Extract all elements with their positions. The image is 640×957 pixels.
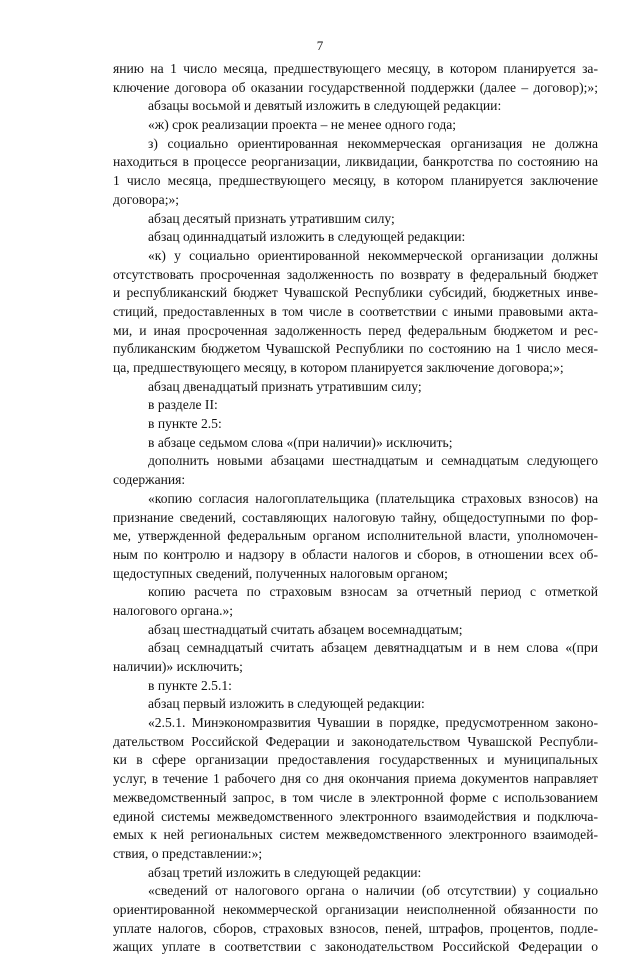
text-line: налогового органа.»; (113, 602, 234, 618)
text-line: отсутствовать просроченная задолженность по возврату в федеральный бюджет (113, 266, 598, 282)
text-line: в пункте 2.5: (148, 416, 222, 432)
text-line: «ж) срок реализации проекта – не менее одного года; (148, 117, 457, 133)
text-line: абзац третий изложить в следующей редакции: (148, 864, 422, 880)
text-line: «сведений от налогового органа о наличии (об отсутствии) у социально (148, 883, 598, 899)
text-line: в абзаце седьмом слова «(при наличии)» исключить; (148, 434, 453, 450)
text-line: и республиканский бюджет Чувашской Республики субсидий, бюджетных инве- (113, 285, 598, 301)
text-line: находиться в процессе реорганизации, ликвидации, банкротства по состоянию на (113, 154, 598, 170)
text-line: ки в сфере организации предоставления государственных и муниципальных (113, 752, 598, 768)
page-number: 7 (316, 38, 324, 53)
document-body (113, 60, 598, 957)
text-line: в разделе II: (148, 397, 218, 413)
text-line: копию расчета по страховым взносам за отчетный период с отметкой (148, 584, 598, 600)
text-line: стиций, предоставленных в том числе в соответствии с иными правовыми акта- (113, 303, 598, 319)
text-line: публиканским бюджетом Чувашской Республики по состоянию на 1 число меся- (113, 341, 598, 357)
text-line: абзац десятый признать утратившим силу; (148, 210, 395, 226)
text-line: услуг, в течение 1 рабочего дня со дня окончания приема документов направляет (113, 771, 598, 787)
text-line: абзац первый изложить в следующей редакции: (148, 696, 425, 712)
text-line: «к) у социально ориентированной некоммерческой организации должны (148, 247, 598, 263)
text-line: абзацы восьмой и девятый изложить в следующей редакции: (148, 98, 502, 114)
text-line: признание сведений, составляющих налоговую тайну, общедоступными по фор- (113, 509, 598, 525)
text-line: ным по контролю и надзору в области налогов и сборов, в отношении всех об- (113, 546, 598, 562)
text-line: абзац шестнадцатый считать абзацем восемнадцатым; (148, 621, 463, 637)
text-line: ствия, о представлении:»; (113, 845, 263, 861)
text-line: жащих уплате в соответствии с законодательством Российской Федерации о (113, 939, 598, 955)
text-line: 1 число месяца, предшествующего месяцу, в котором планируется заключение (113, 173, 598, 189)
text-line: янию на 1 число месяца, предшествующего месяцу, в котором планируется за- (113, 61, 598, 76)
text-line: дательством Российской Федерации и законодательством Чувашской Республи- (113, 733, 598, 749)
text-line: межведомственный запрос, в том числе в электронной форме с использованием (113, 789, 598, 805)
text-line: ми, и иная просроченная задолженность перед федеральным бюджетом и рес- (113, 322, 598, 338)
text-line: содержания: (113, 472, 186, 488)
text-line: ме, утвержденной федеральным органом исполнительной власти, уполномочен- (113, 528, 598, 544)
text-line: абзац одиннадцатый изложить в следующей редакции: (148, 229, 466, 245)
text-line: з) социально ориентированная некоммерческая организация не должна (148, 135, 598, 151)
text-line: уплате налогов, сборов, страховых взносов, пеней, штрафов, процентов, подле- (113, 920, 598, 936)
text-line: емых к ней региональных систем межведомственного электронного взаимодей- (113, 827, 598, 843)
text-line: в пункте 2.5.1: (148, 677, 232, 693)
text-line: щедоступных сведений, полученных налоговым органом; (113, 565, 448, 581)
text-line: «копию согласия налогоплательщика (плательщика страховых взносов) на (148, 490, 598, 506)
text-line: абзац двенадцатый признать утратившим силу; (148, 378, 422, 394)
text-line: «2.5.1. Минэкономразвития Чувашии в порядке, предусмотренном законо- (148, 715, 598, 731)
text-line: единой системы межведомственного электронного взаимодействия и подключа- (113, 808, 598, 824)
text-line: ориентированной некоммерческой организации неисполненной обязанности по (113, 901, 598, 917)
text-line: наличии)» исключить; (113, 659, 243, 674)
text-line: ца, предшествующего месяцу, в котором планируется заключение договора;»; (113, 360, 564, 375)
text-line: абзац семнадцатый считать абзацем девятнадцатым и в нем слова «(при (148, 640, 598, 656)
text-line: дополнить новыми абзацами шестнадцатым и семнадцатым следующего (148, 453, 598, 469)
text-line: ключение договора об оказании государственной поддержки (далее – договор);»; (113, 79, 598, 95)
text-line: договора;»; (113, 191, 180, 207)
